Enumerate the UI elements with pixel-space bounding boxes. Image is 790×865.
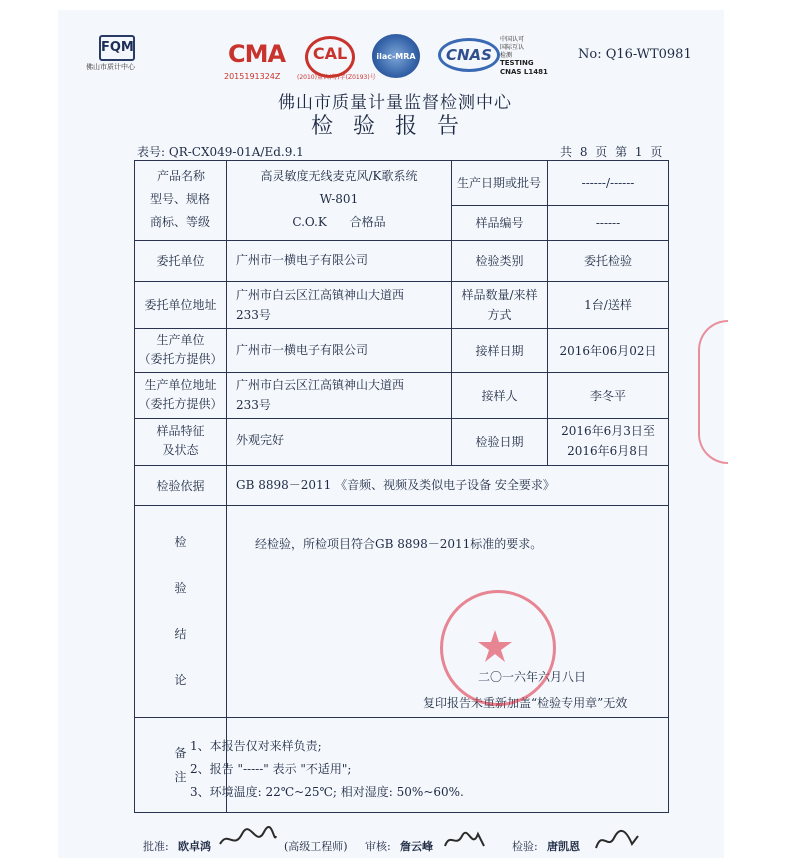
page-count: 共 8 页 第 1 页	[560, 145, 663, 159]
approver-title: (高级工程师)	[284, 840, 348, 853]
receiver-label: 接样人	[481, 388, 518, 403]
client-address-line2: 233号	[236, 308, 271, 322]
client-label: 委托单位	[156, 254, 205, 268]
inspect-type-label: 检验类别	[475, 254, 524, 268]
model-spec-label: 型号、规格	[150, 192, 211, 206]
client-address-label: 委托单位地址	[144, 298, 217, 312]
organization-name: 佛山市质量计量监督检测中心	[278, 93, 512, 113]
mfr-address-line2: 233号	[236, 398, 271, 412]
manufacturer-value: 广州市一横电子有限公司	[236, 343, 369, 357]
report-title: 检验报告	[310, 114, 479, 139]
remark-item-2: 2、报告 "-----" 表示 "不适用";	[190, 762, 352, 776]
manufacturer-label-line1: 生产单位	[156, 333, 205, 347]
prod-date-value: ------/------	[581, 176, 635, 190]
inspector-name: 唐凯恩	[547, 840, 580, 853]
remarks-label-1: 备	[174, 746, 187, 760]
basis-value: GB 8898－2011 《音频、视频及类似电子设备 安全要求》	[236, 478, 555, 492]
brand-grade-label: 商标、等级	[150, 215, 211, 229]
copy-invalid-note: 复印报告未重新加盖“检验专用章”无效	[423, 696, 628, 710]
sample-no-label: 样品编号	[475, 216, 524, 230]
features-label-line1: 样品特征	[156, 424, 205, 438]
reviewer-signature	[442, 826, 488, 860]
report-number: No: Q16-WT0981	[578, 47, 692, 62]
inspection-seal-stamp	[440, 590, 556, 706]
conclusion-label-3: 结	[174, 627, 187, 641]
mfr-address-line1: 广州市白云区江高镇神山大道西	[236, 378, 405, 392]
basis-label: 检验依据	[156, 478, 205, 493]
inspector-label: 检验:	[512, 840, 538, 853]
cnas-text-1: 中国认可	[500, 36, 525, 43]
cnas-text-5: CNAS L1481	[500, 68, 548, 76]
conclusion-label-4: 论	[174, 673, 187, 687]
cnas-text-3: 检测	[500, 52, 513, 59]
brand-grade-value: C.O.K 合格品	[292, 215, 386, 229]
sample-qty-label-line2: 方式	[487, 308, 512, 322]
ilac-logo-text: ilac-MRA	[376, 52, 416, 61]
sample-qty-label-line1: 样品数量/来样	[461, 288, 538, 302]
ilac-mra-logo	[372, 34, 420, 78]
inspect-type-value: 委托检验	[583, 254, 632, 268]
approver-name: 欧卓鸿	[178, 840, 211, 853]
prod-date-label: 生产日期或批号	[456, 176, 541, 190]
cnas-text-2: 国际互认	[500, 44, 525, 51]
receiver-value: 李冬平	[589, 388, 626, 403]
features-value: 外观完好	[236, 433, 285, 447]
product-name-value: 高灵敏度无线麦克风/K歌系统	[260, 169, 418, 183]
model-value: W-801	[319, 192, 359, 206]
remarks-label-2: 注	[174, 770, 187, 784]
cma-number: 2015191324Z	[224, 72, 281, 81]
receive-date-value: 2016年06月02日	[559, 343, 657, 358]
client-address-line1: 广州市白云区江高镇神山大道西	[236, 288, 405, 302]
cnas-logo-text: CNAS	[446, 46, 492, 64]
sample-no-value: ------	[595, 216, 621, 230]
inspect-date-from: 2016年6月3日至	[561, 424, 655, 438]
conclusion-label-2: 验	[174, 581, 187, 595]
manufacturer-label-line2: （委托方提供）	[138, 352, 223, 366]
conclusion-label-1: 检	[174, 535, 187, 549]
product-name-label: 产品名称	[157, 169, 206, 183]
fqm-caption: 佛山市质计中心	[86, 63, 135, 71]
approver-signature	[218, 826, 278, 858]
mfr-address-label-line2: （委托方提供）	[138, 397, 223, 411]
client-value: 广州市一横电子有限公司	[236, 253, 369, 267]
conclusion-date: 二〇一六年六月八日	[478, 670, 587, 684]
inspect-date-label: 检验日期	[475, 435, 524, 449]
cnas-text-4: TESTING	[500, 59, 534, 67]
approver-label: 批准:	[143, 840, 169, 853]
cal-logo-text: CAL	[312, 44, 348, 63]
features-label-line2: 及状态	[162, 443, 199, 457]
cnas-logo	[438, 38, 500, 72]
remark-item-3: 3、环境温度: 22℃~25℃; 相对湿度: 50%~60%.	[190, 785, 464, 799]
cma-logo: CMA	[228, 40, 286, 68]
inspector-signature	[592, 826, 642, 860]
form-number: 表号: QR-CX049-01A/Ed.9.1	[137, 145, 304, 159]
paging-seal-stamp	[698, 320, 728, 464]
fqm-logo: FQM	[99, 35, 135, 61]
reviewer-name: 詹云峰	[400, 840, 433, 853]
sample-qty-value: 1台/送样	[584, 298, 632, 312]
reviewer-label: 审核:	[365, 840, 391, 853]
remark-item-1: 1、本报告仅对来样负责;	[190, 739, 322, 753]
mfr-address-label-line1: 生产单位地址	[144, 378, 217, 392]
receive-date-label: 接样日期	[475, 343, 524, 358]
cal-number: (2010)量认(粤)字(Z0193)号	[297, 74, 376, 81]
inspect-date-to: 2016年6月8日	[567, 444, 649, 458]
conclusion-text: 经检验，所检项目符合GB 8898－2011标准的要求。	[255, 537, 543, 551]
